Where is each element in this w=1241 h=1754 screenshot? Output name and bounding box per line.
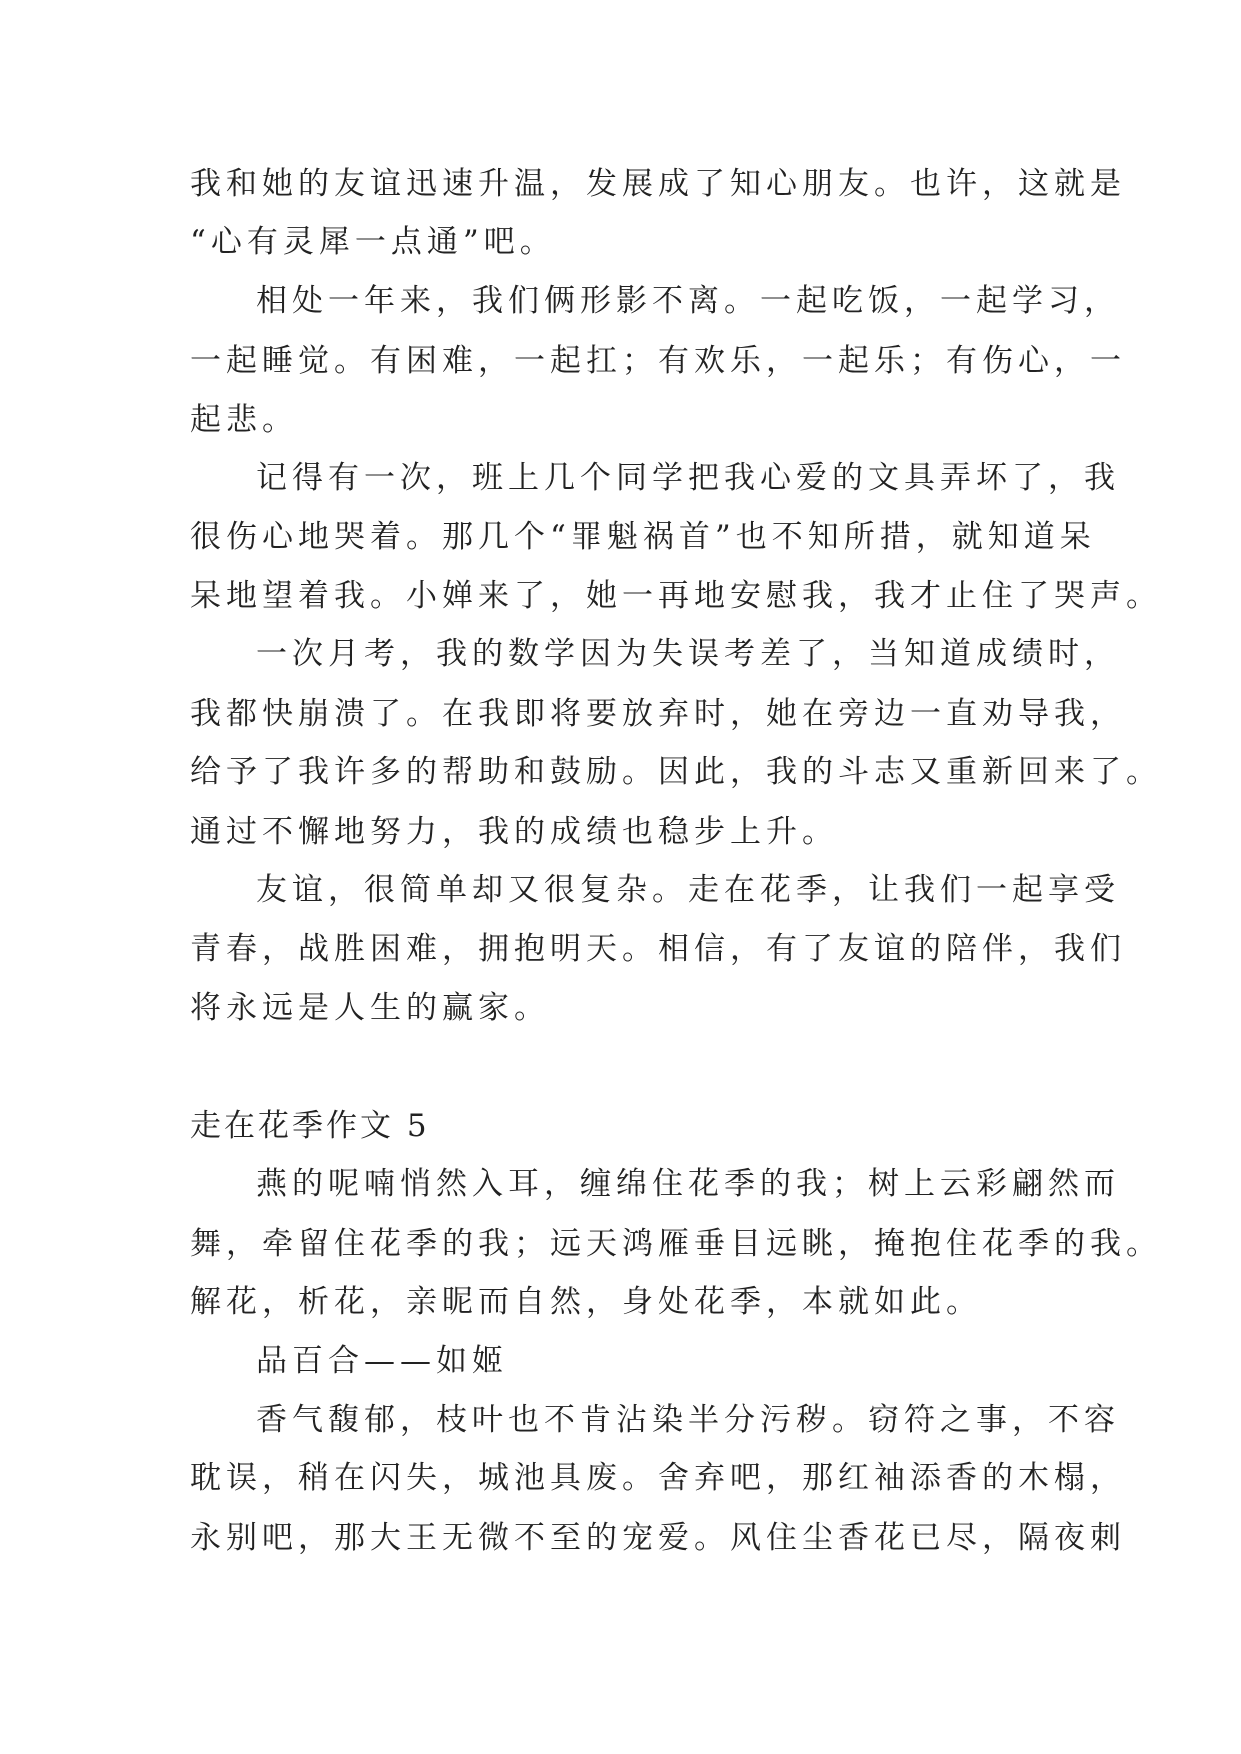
text-line: 我都快崩溃了。在我即将要放弃时，她在旁边一直劝导我， [190,696,1126,732]
text-line: 将永远是人生的赢家。 [190,990,550,1026]
text-line: 青春，战胜困难，拥抱明天。相信，有了友谊的陪伴，我们 [190,931,1126,967]
text-line: 友谊，很简单却又很复杂。走在花季，让我们一起享受 [256,872,1120,908]
text-line: 起悲。 [190,402,298,438]
text-line: 呆地望着我。小婵来了，她一再地安慰我，我才止住了哭声。 [190,578,1162,614]
text-line: 舞，牵留住花季的我；远天鸿雁垂目远眺，掩抱住花季的我。 [190,1226,1162,1262]
text-line: 燕的呢喃悄然入耳，缠绵住花季的我；树上云彩翩然而 [256,1166,1120,1202]
subheading: 品百合——如姬 [256,1343,508,1379]
text-line: “心有灵犀一点通”吧。 [190,224,556,260]
text-line: 一起睡觉。有困难，一起扛；有欢乐，一起乐；有伤心，一 [190,343,1126,379]
text-line: 记得有一次，班上几个同学把我心爱的文具弄坏了，我 [256,460,1120,496]
text-line: 很伤心地哭着。那几个“罪魁祸首”也不知所措，就知道呆 [190,519,1096,555]
text-line: 耽误，稍在闪失，城池具废。舍弃吧，那红袖添香的木榻， [190,1460,1126,1496]
section-heading: 走在花季作文 5 [190,1108,430,1144]
text-line: 通过不懈地努力，我的成绩也稳步上升。 [190,814,838,850]
text-line: 香气馥郁，枝叶也不肯沾染半分污秽。窃符之事，不容 [256,1402,1120,1438]
text-line: 给予了我许多的帮助和鼓励。因此，我的斗志又重新回来了。 [190,754,1162,790]
text-line: 永别吧，那大王无微不至的宠爱。风住尘香花已尽，隔夜刺 [190,1520,1126,1556]
text-line: 相处一年来，我们俩形影不离。一起吃饭，一起学习， [256,283,1120,319]
text-line: 解花，析花，亲昵而自然，身处花季，本就如此。 [190,1284,982,1320]
text-line: 一次月考，我的数学因为失误考差了，当知道成绩时， [256,636,1120,672]
text-line: 我和她的友谊迅速升温，发展成了知心朋友。也许，这就是 [190,166,1126,202]
